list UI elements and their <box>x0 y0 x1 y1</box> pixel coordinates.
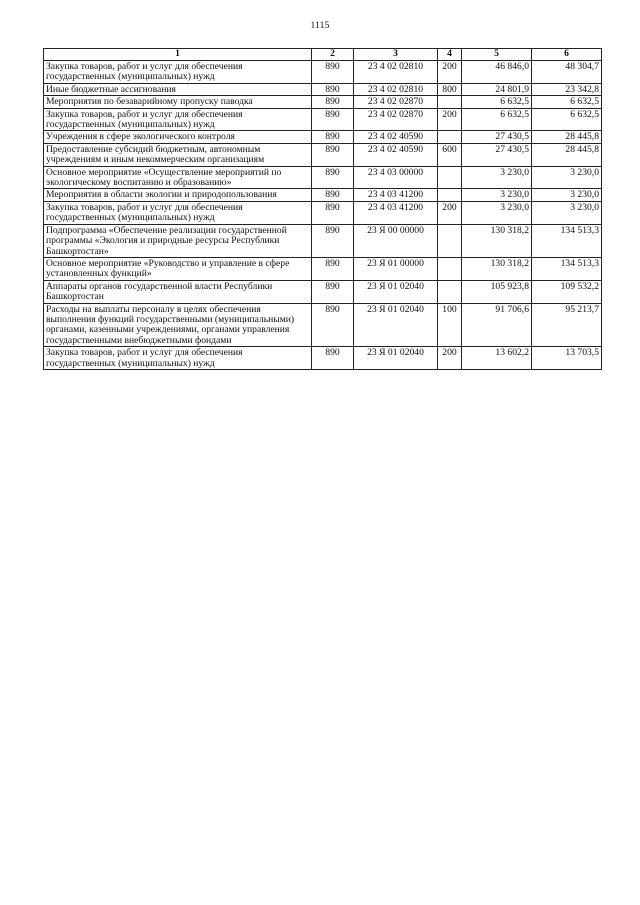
row-article-cell: 23 4 02 40590 <box>354 131 438 143</box>
row-code-cell: 890 <box>312 143 354 166</box>
table-body <box>44 61 602 370</box>
row-type-cell <box>438 280 462 303</box>
table-row <box>44 143 602 166</box>
page-number: 1115 <box>310 21 330 31</box>
table-row <box>44 347 602 370</box>
row-value-2019-cell: 3 230,0 <box>462 189 532 201</box>
row-value-2020-cell: 3 230,0 <box>532 201 602 224</box>
row-value-2020-cell: 23 342,8 <box>532 83 602 95</box>
row-name-cell: Иные бюджетные ассигнования <box>44 83 312 95</box>
row-code-cell: 890 <box>312 224 354 257</box>
table-row <box>44 96 602 108</box>
table-row <box>44 201 602 224</box>
row-type-cell <box>438 96 462 108</box>
budget-table <box>43 48 602 370</box>
row-name-cell: Мероприятия по безаварийному пропуску паводка <box>44 96 312 108</box>
row-name-cell: Закупка товаров, работ и услуг для обеспечения государственных (муниципальных) нужд <box>44 108 312 131</box>
row-article-cell: 23 4 02 02810 <box>354 61 438 84</box>
row-value-2020-cell: 95 213,7 <box>532 303 602 347</box>
row-code-cell: 890 <box>312 96 354 108</box>
row-code-cell: 890 <box>312 257 354 280</box>
row-article-cell: 23 4 02 02870 <box>354 96 438 108</box>
row-name-cell: Подпрограмма «Обеспечение реализации государственной программы «Экология и природные ресурсы Республики Башкортостан» <box>44 224 312 257</box>
row-value-2019-cell: 6 632,5 <box>462 108 532 131</box>
row-article-cell: 23 4 02 02870 <box>354 108 438 131</box>
row-code-cell: 890 <box>312 303 354 347</box>
table-row <box>44 83 602 95</box>
row-code-cell: 890 <box>312 189 354 201</box>
table-header-row <box>44 49 602 61</box>
row-name-cell: Основное мероприятие «Руководство и управление в сфере установленных функций» <box>44 257 312 280</box>
row-name-cell: Расходы на выплаты персоналу в целях обеспечения выполнения функций государственными (муниципальными) органами, казенными учреждениями, органами управления государственными внебюджетными фондами <box>44 303 312 347</box>
row-name-cell: Основное мероприятие «Осуществление мероприятий по экологическому воспитанию и образованию» <box>44 166 312 189</box>
row-value-2019-cell: 6 632,5 <box>462 96 532 108</box>
row-code-cell: 890 <box>312 347 354 370</box>
row-type-cell <box>438 224 462 257</box>
row-article-cell: 23 Я 00 00000 <box>354 224 438 257</box>
row-value-2019-cell: 13 602,2 <box>462 347 532 370</box>
row-article-cell: 23 4 03 00000 <box>354 166 438 189</box>
row-value-2020-cell: 109 532,2 <box>532 280 602 303</box>
row-article-cell: 23 4 03 41200 <box>354 201 438 224</box>
row-value-2019-cell: 105 923,8 <box>462 280 532 303</box>
row-value-2019-cell: 130 318,2 <box>462 257 532 280</box>
row-value-2020-cell: 134 513,3 <box>532 257 602 280</box>
row-type-cell: 600 <box>438 143 462 166</box>
row-code-cell: 890 <box>312 108 354 131</box>
table-row <box>44 131 602 143</box>
row-value-2019-cell: 3 230,0 <box>462 166 532 189</box>
row-article-cell: 23 Я 01 00000 <box>354 257 438 280</box>
row-name-cell: Закупка товаров, работ и услуг для обеспечения государственных (муниципальных) нужд <box>44 201 312 224</box>
column-header: 1 <box>44 49 312 61</box>
column-header: 5 <box>462 49 532 61</box>
row-value-2020-cell: 13 703,5 <box>532 347 602 370</box>
column-header: 4 <box>438 49 462 61</box>
row-type-cell <box>438 257 462 280</box>
row-value-2019-cell: 27 430,5 <box>462 131 532 143</box>
row-type-cell <box>438 166 462 189</box>
row-code-cell: 890 <box>312 280 354 303</box>
row-value-2020-cell: 134 513,3 <box>532 224 602 257</box>
row-value-2019-cell: 24 801,9 <box>462 83 532 95</box>
row-type-cell <box>438 189 462 201</box>
row-article-cell: 23 Я 01 02040 <box>354 280 438 303</box>
table-row <box>44 224 602 257</box>
row-article-cell: 23 4 02 40590 <box>354 143 438 166</box>
row-value-2020-cell: 48 304,7 <box>532 61 602 84</box>
row-value-2019-cell: 3 230,0 <box>462 201 532 224</box>
row-value-2019-cell: 27 430,5 <box>462 143 532 166</box>
row-name-cell: Закупка товаров, работ и услуг для обеспечения государственных (муниципальных) нужд <box>44 61 312 84</box>
row-code-cell: 890 <box>312 166 354 189</box>
table-row <box>44 61 602 84</box>
row-article-cell: 23 Я 01 02040 <box>354 303 438 347</box>
row-type-cell: 800 <box>438 83 462 95</box>
row-name-cell: Предоставление субсидий бюджетным, автономным учреждениям и иным некоммерческим организациям <box>44 143 312 166</box>
table-row <box>44 257 602 280</box>
row-type-cell: 200 <box>438 201 462 224</box>
row-code-cell: 890 <box>312 83 354 95</box>
row-type-cell <box>438 131 462 143</box>
row-value-2020-cell: 3 230,0 <box>532 189 602 201</box>
row-value-2020-cell: 6 632,5 <box>532 108 602 131</box>
table-row <box>44 166 602 189</box>
table-row <box>44 303 602 347</box>
row-type-cell: 200 <box>438 61 462 84</box>
row-value-2019-cell: 130 318,2 <box>462 224 532 257</box>
row-type-cell: 100 <box>438 303 462 347</box>
column-header: 3 <box>354 49 438 61</box>
row-code-cell: 890 <box>312 61 354 84</box>
row-name-cell: Учреждения в сфере экологического контроля <box>44 131 312 143</box>
row-article-cell: 23 Я 01 02040 <box>354 347 438 370</box>
row-type-cell: 200 <box>438 347 462 370</box>
row-name-cell: Мероприятия в области экологии и природопользования <box>44 189 312 201</box>
row-value-2019-cell: 46 846,0 <box>462 61 532 84</box>
row-value-2020-cell: 28 445,8 <box>532 131 602 143</box>
row-code-cell: 890 <box>312 131 354 143</box>
table-row <box>44 189 602 201</box>
row-value-2019-cell: 91 706,6 <box>462 303 532 347</box>
row-value-2020-cell: 28 445,8 <box>532 143 602 166</box>
column-header: 2 <box>312 49 354 61</box>
row-article-cell: 23 4 02 02810 <box>354 83 438 95</box>
table-row <box>44 280 602 303</box>
row-value-2020-cell: 3 230,0 <box>532 166 602 189</box>
row-code-cell: 890 <box>312 201 354 224</box>
column-header: 6 <box>532 49 602 61</box>
row-article-cell: 23 4 03 41200 <box>354 189 438 201</box>
row-type-cell: 200 <box>438 108 462 131</box>
table-row <box>44 108 602 131</box>
row-name-cell: Закупка товаров, работ и услуг для обеспечения государственных (муниципальных) нужд <box>44 347 312 370</box>
row-value-2020-cell: 6 632,5 <box>532 96 602 108</box>
row-name-cell: Аппараты органов государственной власти Республики Башкортостан <box>44 280 312 303</box>
